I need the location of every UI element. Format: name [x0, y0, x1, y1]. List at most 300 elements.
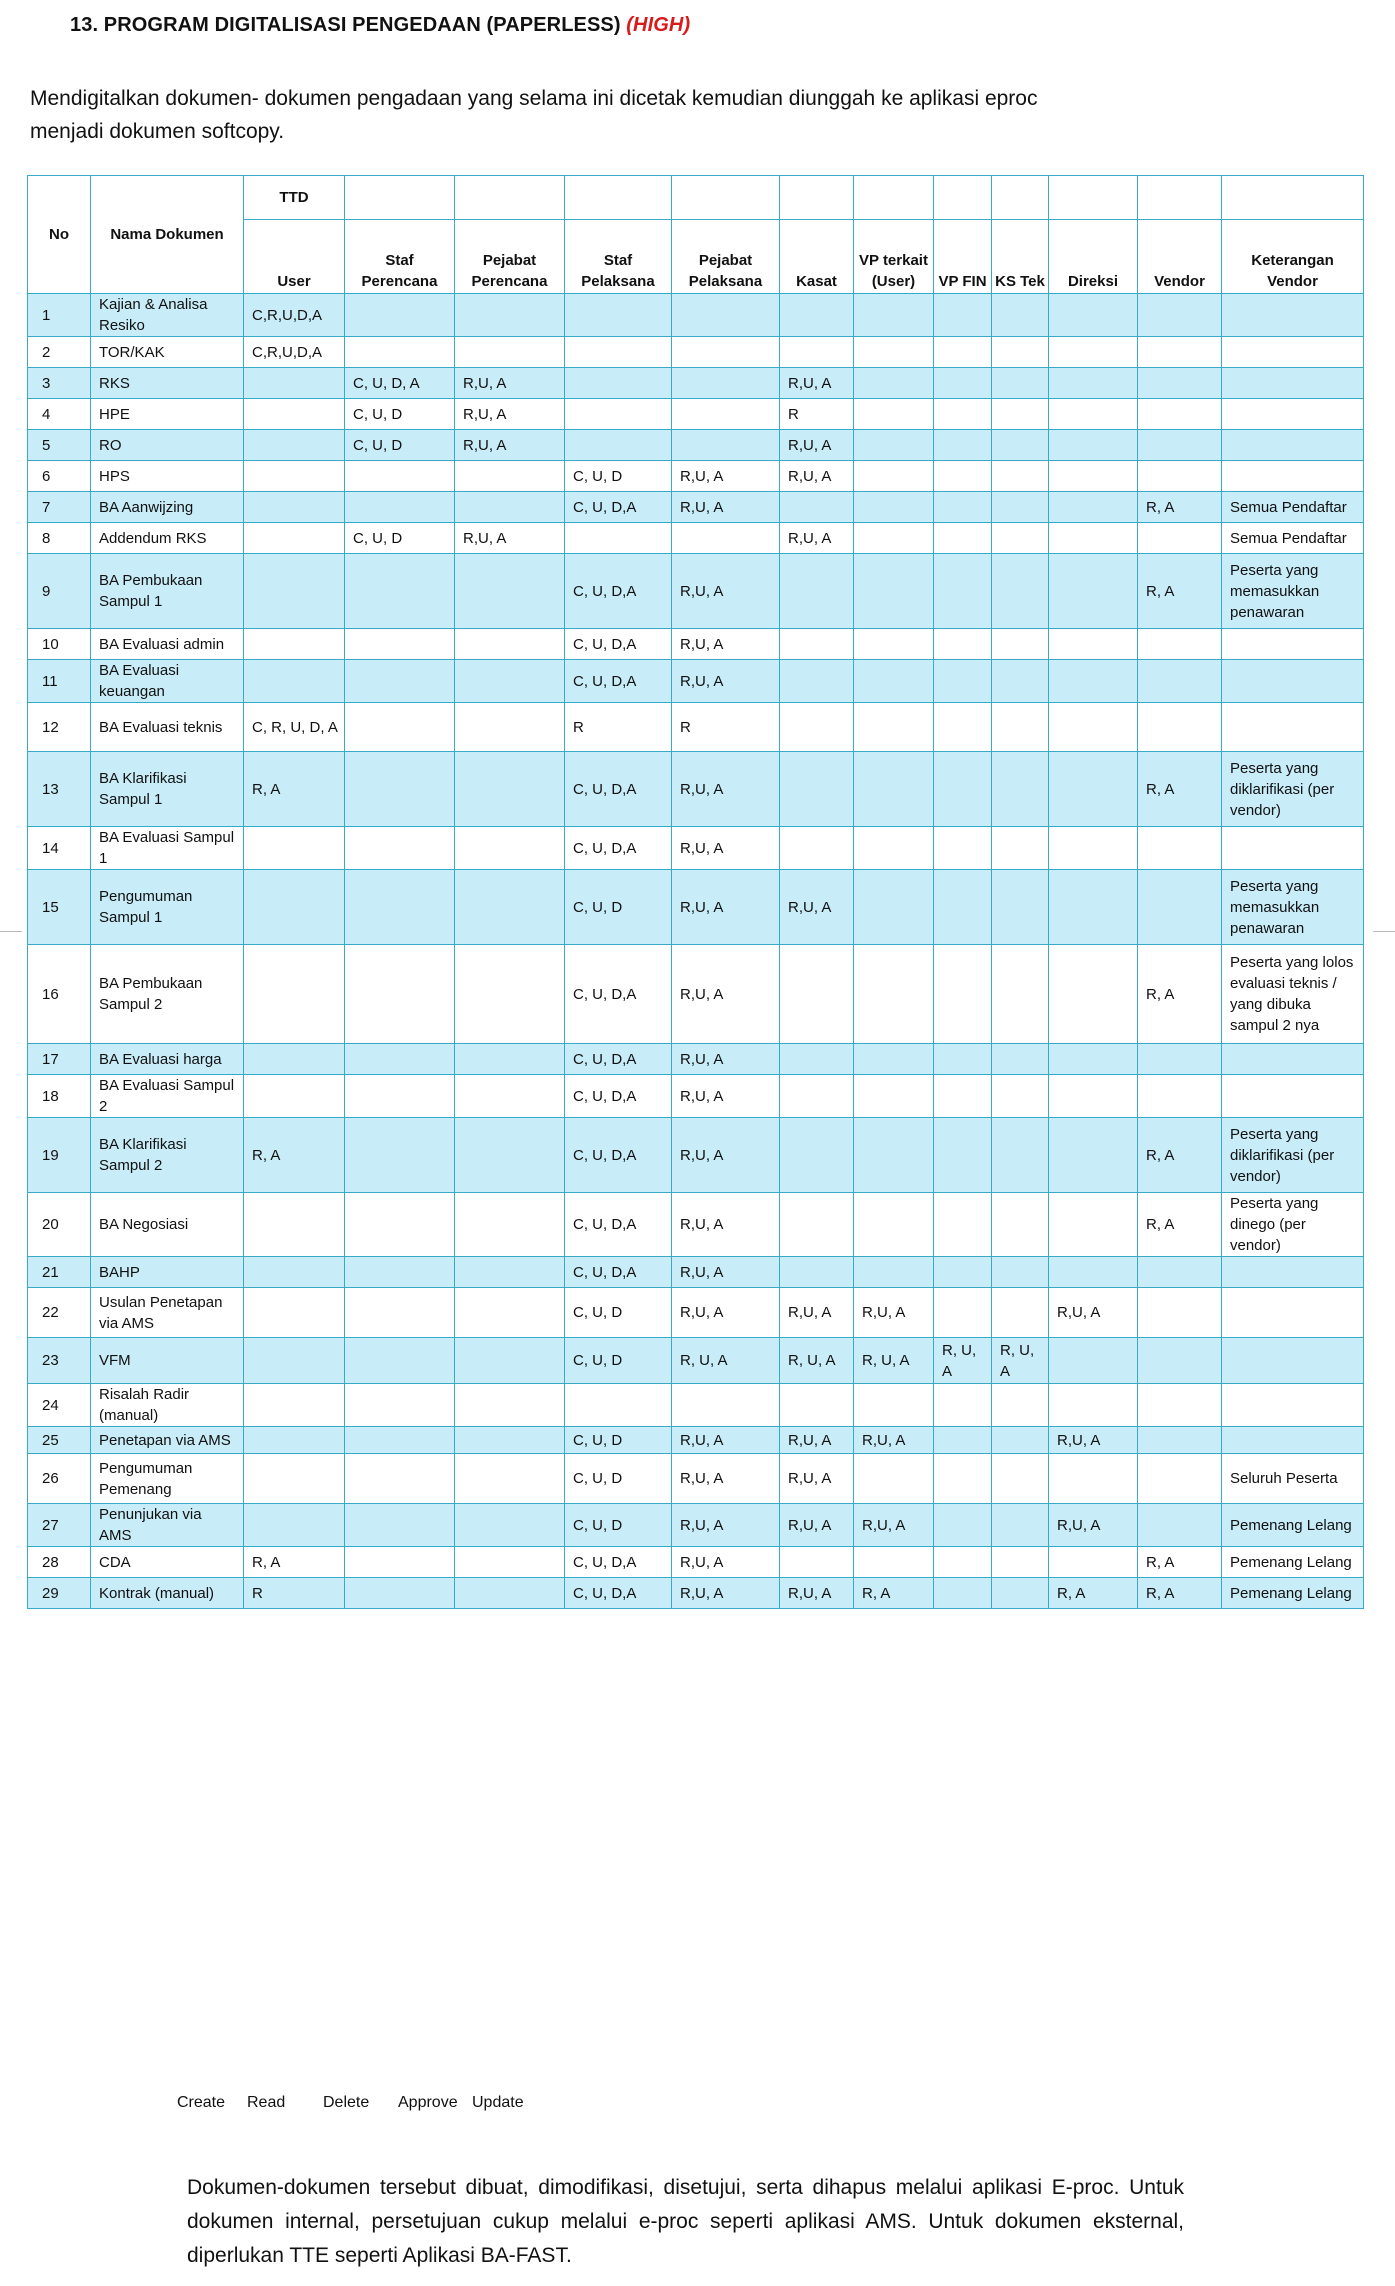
vendor-note	[1222, 1338, 1364, 1384]
permission-cell	[934, 870, 992, 945]
row-number: 6	[28, 461, 91, 492]
permission-cell	[854, 1044, 934, 1075]
permission-cell: C, U, D,A	[565, 752, 672, 827]
permission-cell: R,U, A	[672, 461, 780, 492]
permission-cell	[455, 1547, 565, 1578]
permission-cell: R,U, A	[455, 368, 565, 399]
vendor-note: Peserta yang dinego (per vendor)	[1222, 1193, 1364, 1257]
permission-cell: R,U, A	[672, 1075, 780, 1118]
permission-cell: C, U, D,A	[565, 1118, 672, 1193]
permission-cell	[1049, 629, 1138, 660]
permission-cell	[934, 1193, 992, 1257]
permission-cell	[565, 337, 672, 368]
permission-cell: R, A	[1138, 1193, 1222, 1257]
permission-cell	[672, 399, 780, 430]
permission-cell	[992, 399, 1049, 430]
row-number: 16	[28, 945, 91, 1044]
permission-cell	[992, 1578, 1049, 1609]
permission-cell: C, U, D	[565, 1454, 672, 1504]
permission-cell	[244, 870, 345, 945]
permission-cell: C, U, D	[565, 1338, 672, 1384]
row-number: 24	[28, 1384, 91, 1427]
permission-cell	[345, 554, 455, 629]
permission-cell: C, U, D	[565, 870, 672, 945]
permission-cell	[672, 294, 780, 337]
vendor-note: Semua Pendaftar	[1222, 492, 1364, 523]
permission-cell	[992, 1044, 1049, 1075]
permission-cell	[1138, 1288, 1222, 1338]
col-header-vendor: Vendor	[1138, 220, 1222, 294]
permission-cell: R, A	[1138, 1118, 1222, 1193]
permission-cell	[1049, 430, 1138, 461]
permission-cell	[934, 752, 992, 827]
permission-cell: C, U, D,A	[565, 629, 672, 660]
permission-cell	[244, 554, 345, 629]
permission-cell	[780, 827, 854, 870]
col-header-keterangan-vendor: Keterangan Vendor	[1222, 220, 1364, 294]
table-row	[28, 870, 1364, 945]
table-row	[28, 337, 1364, 368]
permission-cell: C, U, D	[345, 399, 455, 430]
permission-cell	[1049, 1454, 1138, 1504]
document-name: RO	[91, 430, 244, 461]
document-name: Penunjukan via AMS	[91, 1504, 244, 1547]
permission-cell: R, U, A	[780, 1338, 854, 1384]
permission-cell: C, U, D	[565, 1427, 672, 1454]
table-row	[28, 492, 1364, 523]
row-number: 15	[28, 870, 91, 945]
permission-cell	[854, 1454, 934, 1504]
permission-cell	[992, 523, 1049, 554]
table-row	[28, 827, 1364, 870]
permission-cell: R,U, A	[672, 1193, 780, 1257]
vendor-note: Peserta yang diklarifikasi (per vendor)	[1222, 752, 1364, 827]
col-header-ks-tek: KS Tek	[992, 220, 1049, 294]
permission-cell: R	[672, 703, 780, 752]
permission-cell	[455, 1193, 565, 1257]
permission-cell	[854, 1118, 934, 1193]
permission-cell	[672, 523, 780, 554]
col-header-staf-pelaksana: Staf Pelaksana	[565, 220, 672, 294]
permission-cell	[455, 660, 565, 703]
permission-cell	[992, 1075, 1049, 1118]
permission-cell: R, U, A	[854, 1338, 934, 1384]
document-name: HPS	[91, 461, 244, 492]
row-number: 11	[28, 660, 91, 703]
document-authorization-table	[27, 175, 1364, 1609]
vendor-note	[1222, 430, 1364, 461]
permission-cell: R,U, A	[672, 492, 780, 523]
permission-cell	[455, 1257, 565, 1288]
row-number: 13	[28, 752, 91, 827]
permission-cell	[780, 703, 854, 752]
permission-cell: R, A	[1138, 492, 1222, 523]
table-row	[28, 1193, 1364, 1257]
document-name: Kontrak (manual)	[91, 1578, 244, 1609]
permission-cell: R,U, A	[672, 870, 780, 945]
permission-cell: C, U, D,A	[565, 827, 672, 870]
permission-cell	[992, 1288, 1049, 1338]
permission-cell	[565, 523, 672, 554]
permission-cell	[345, 492, 455, 523]
permission-cell: R, A	[244, 1118, 345, 1193]
document-name: BA Evaluasi admin	[91, 629, 244, 660]
row-number: 2	[28, 337, 91, 368]
permission-cell	[244, 1504, 345, 1547]
permission-cell	[780, 1044, 854, 1075]
table-row	[28, 399, 1364, 430]
permission-cell: R, A	[1049, 1578, 1138, 1609]
vendor-note	[1222, 1384, 1364, 1427]
permission-cell	[854, 1257, 934, 1288]
permission-cell	[1138, 1044, 1222, 1075]
permission-cell	[992, 430, 1049, 461]
permission-cell	[345, 337, 455, 368]
document-name: BA Pembukaan Sampul 1	[91, 554, 244, 629]
col-header-direksi: Direksi	[1049, 220, 1138, 294]
permission-cell	[244, 1075, 345, 1118]
permission-cell	[345, 703, 455, 752]
permission-cell: R, A	[1138, 945, 1222, 1044]
permission-cell	[992, 554, 1049, 629]
permission-cell	[934, 660, 992, 703]
permission-cell	[565, 430, 672, 461]
document-name: Pengumuman Pemenang	[91, 1454, 244, 1504]
permission-cell	[854, 870, 934, 945]
permission-cell	[345, 1338, 455, 1384]
header-row-group	[28, 176, 1364, 220]
vendor-note	[1222, 1075, 1364, 1118]
permission-cell: R,U, A	[780, 1454, 854, 1504]
permission-cell	[1049, 337, 1138, 368]
permission-cell	[244, 629, 345, 660]
permission-cell: R,U, A	[672, 554, 780, 629]
permission-cell	[992, 945, 1049, 1044]
permission-cell	[934, 461, 992, 492]
permission-cell	[455, 294, 565, 337]
permission-cell	[934, 1427, 992, 1454]
vendor-note: Peserta yang memasukkan penawaran	[1222, 554, 1364, 629]
permission-cell	[1049, 1338, 1138, 1384]
permission-cell	[854, 461, 934, 492]
permission-cell	[854, 337, 934, 368]
section-number: 13.	[70, 14, 99, 36]
document-name: BA Aanwijzing	[91, 492, 244, 523]
permission-cell	[854, 492, 934, 523]
permission-cell	[1138, 629, 1222, 660]
permission-cell: R, A	[1138, 1547, 1222, 1578]
row-number: 23	[28, 1338, 91, 1384]
permission-cell	[854, 629, 934, 660]
permission-cell: C, R, U, D, A	[244, 703, 345, 752]
table-row	[28, 294, 1364, 337]
col-header-pejabat-pelaksana: Pejabat Pelaksana	[672, 220, 780, 294]
permission-cell	[934, 1578, 992, 1609]
permission-cell	[780, 1193, 854, 1257]
permission-cell	[455, 1075, 565, 1118]
vendor-note	[1222, 399, 1364, 430]
permission-cell	[455, 554, 565, 629]
document-name: BAHP	[91, 1257, 244, 1288]
permission-cell	[345, 1257, 455, 1288]
vendor-note	[1222, 1427, 1364, 1454]
permission-cell	[934, 399, 992, 430]
vendor-note: Pemenang Lelang	[1222, 1578, 1364, 1609]
vendor-note: Seluruh Peserta	[1222, 1454, 1364, 1504]
permission-cell	[672, 337, 780, 368]
permission-cell	[1049, 461, 1138, 492]
permission-cell	[345, 629, 455, 660]
permission-cell	[345, 660, 455, 703]
col-header-kasat: Kasat	[780, 220, 854, 294]
permission-cell: C, U, D,A	[565, 554, 672, 629]
permission-cell	[345, 1075, 455, 1118]
permission-cell	[345, 870, 455, 945]
permission-cell: R,U, A	[672, 752, 780, 827]
permission-cell	[1049, 1384, 1138, 1427]
vendor-note	[1222, 703, 1364, 752]
permission-cell	[992, 827, 1049, 870]
vendor-note	[1222, 461, 1364, 492]
permission-cell	[780, 492, 854, 523]
document-name: BA Pembukaan Sampul 2	[91, 945, 244, 1044]
permission-cell	[455, 337, 565, 368]
permission-cell	[992, 294, 1049, 337]
permission-cell	[992, 752, 1049, 827]
permission-cell	[1138, 1454, 1222, 1504]
col-header-vp-fin: VP FIN	[934, 220, 992, 294]
row-number: 29	[28, 1578, 91, 1609]
document-name: BA Klarifikasi Sampul 2	[91, 1118, 244, 1193]
table-row	[28, 1075, 1364, 1118]
permission-cell	[854, 945, 934, 1044]
permission-cell	[1138, 703, 1222, 752]
section-heading	[70, 14, 690, 37]
permission-cell	[244, 1193, 345, 1257]
table-row	[28, 1578, 1364, 1609]
permission-cell	[934, 430, 992, 461]
permission-cell: R,U, A	[1049, 1504, 1138, 1547]
table-row	[28, 1288, 1364, 1338]
permission-cell	[780, 554, 854, 629]
permission-cell	[780, 337, 854, 368]
permission-cell: R,U, A	[854, 1288, 934, 1338]
permission-cell	[780, 1257, 854, 1288]
permission-cell	[244, 492, 345, 523]
permission-cell	[854, 523, 934, 554]
permission-cell	[1138, 660, 1222, 703]
permission-cell	[934, 1454, 992, 1504]
permission-cell	[854, 1547, 934, 1578]
permission-cell	[992, 1384, 1049, 1427]
document-name: BA Evaluasi Sampul 2	[91, 1075, 244, 1118]
permission-cell	[992, 337, 1049, 368]
table-row	[28, 1118, 1364, 1193]
permission-cell	[455, 1338, 565, 1384]
permission-cell	[992, 1257, 1049, 1288]
permission-cell: C, U, D,A	[565, 1075, 672, 1118]
permission-cell	[1138, 461, 1222, 492]
permission-cell	[345, 945, 455, 1044]
permission-cell	[1138, 827, 1222, 870]
permission-cell	[854, 1384, 934, 1427]
permission-cell: R, A	[1138, 554, 1222, 629]
permission-cell: R,U, A	[672, 1578, 780, 1609]
permission-cell	[780, 752, 854, 827]
table-row	[28, 703, 1364, 752]
permission-cell	[672, 1384, 780, 1427]
permission-cell	[455, 1427, 565, 1454]
row-number: 10	[28, 629, 91, 660]
permission-cell: R	[244, 1578, 345, 1609]
row-number: 19	[28, 1118, 91, 1193]
permission-cell	[565, 399, 672, 430]
permission-cell	[934, 492, 992, 523]
permission-cell: R,U, A	[1049, 1288, 1138, 1338]
permission-cell	[934, 1288, 992, 1338]
row-number: 20	[28, 1193, 91, 1257]
permission-cell	[455, 1504, 565, 1547]
permission-cell	[244, 945, 345, 1044]
permission-cell	[1138, 1257, 1222, 1288]
permission-cell	[345, 1044, 455, 1075]
row-number: 8	[28, 523, 91, 554]
vendor-note	[1222, 1044, 1364, 1075]
permission-cell	[1138, 399, 1222, 430]
permission-cell	[1049, 368, 1138, 399]
permission-cell	[992, 1427, 1049, 1454]
permission-cell	[934, 1118, 992, 1193]
permission-cell: R,U, A	[672, 1257, 780, 1288]
permission-cell: R,U, A	[672, 1044, 780, 1075]
permission-cell: R,U, A	[455, 430, 565, 461]
permission-cell	[934, 945, 992, 1044]
permission-cell	[345, 1427, 455, 1454]
permission-cell: R,U, A	[672, 660, 780, 703]
permission-cell: R, U, A	[934, 1338, 992, 1384]
permission-cell: C, U, D	[565, 1288, 672, 1338]
permission-cell	[1138, 368, 1222, 399]
permission-cell	[780, 1118, 854, 1193]
permission-cell	[244, 1427, 345, 1454]
permission-cell: C, U, D,A	[565, 1044, 672, 1075]
permission-cell	[565, 368, 672, 399]
row-number: 5	[28, 430, 91, 461]
vendor-note	[1222, 827, 1364, 870]
permission-cell: C, U, D	[565, 1504, 672, 1547]
page-margin-mark-left	[0, 931, 22, 932]
permission-cell	[992, 1118, 1049, 1193]
permission-cell	[345, 1547, 455, 1578]
permission-cell: R,U, A	[672, 629, 780, 660]
permission-cell	[455, 1118, 565, 1193]
permission-cell	[934, 827, 992, 870]
vendor-note	[1222, 337, 1364, 368]
permission-cell: R, U, A	[992, 1338, 1049, 1384]
permission-cell	[854, 430, 934, 461]
legend-item: Read	[247, 2094, 286, 2111]
permission-cell	[1049, 945, 1138, 1044]
permission-cell	[992, 629, 1049, 660]
permission-cell	[934, 554, 992, 629]
permission-cell: C,R,U,D,A	[244, 294, 345, 337]
permission-cell	[992, 870, 1049, 945]
permission-cell	[244, 368, 345, 399]
permission-cell: R,U, A	[672, 1118, 780, 1193]
permission-cell	[854, 554, 934, 629]
permission-cell: R, A	[854, 1578, 934, 1609]
permission-cell	[455, 1578, 565, 1609]
permission-cell	[1049, 1257, 1138, 1288]
permission-cell	[992, 1454, 1049, 1504]
col-header-nama-dokumen: Nama Dokumen	[91, 176, 244, 294]
table-row	[28, 1257, 1364, 1288]
permission-cell	[992, 1193, 1049, 1257]
permission-cell	[244, 1384, 345, 1427]
document-name: BA Klarifikasi Sampul 1	[91, 752, 244, 827]
document-name: HPE	[91, 399, 244, 430]
table-row	[28, 554, 1364, 629]
permission-cell	[455, 945, 565, 1044]
vendor-note	[1222, 294, 1364, 337]
permission-cell	[934, 629, 992, 660]
permission-cell	[780, 629, 854, 660]
permission-cell: R,U, A	[780, 430, 854, 461]
row-number: 27	[28, 1504, 91, 1547]
vendor-note: Peserta yang diklarifikasi (per vendor)	[1222, 1118, 1364, 1193]
permission-cell: R,U, A	[672, 827, 780, 870]
permission-cell	[244, 399, 345, 430]
document-name: BA Negosiasi	[91, 1193, 244, 1257]
permission-cell	[455, 703, 565, 752]
permission-cell	[1049, 1547, 1138, 1578]
permission-cell	[1049, 660, 1138, 703]
permission-cell: R,U, A	[780, 523, 854, 554]
permission-cell	[1049, 492, 1138, 523]
permission-cell: R, A	[1138, 1578, 1222, 1609]
vendor-note	[1222, 368, 1364, 399]
legend-item: Update	[472, 2094, 524, 2111]
vendor-note	[1222, 660, 1364, 703]
permission-cell	[780, 660, 854, 703]
permission-cell	[992, 1504, 1049, 1547]
row-number: 14	[28, 827, 91, 870]
permission-cell: R,U, A	[672, 1288, 780, 1338]
table-row	[28, 1547, 1364, 1578]
permission-cell	[244, 1044, 345, 1075]
permission-cell	[455, 629, 565, 660]
document-name: BA Evaluasi harga	[91, 1044, 244, 1075]
permission-cell	[992, 461, 1049, 492]
permission-cell: R,U, A	[780, 870, 854, 945]
row-number: 26	[28, 1454, 91, 1504]
permission-cell	[244, 1338, 345, 1384]
table-row	[28, 523, 1364, 554]
col-header-staf-perencana: Staf Perencana	[345, 220, 455, 294]
col-header-ttd: TTD	[244, 176, 345, 220]
permission-cell	[455, 1044, 565, 1075]
permission-cell: R	[780, 399, 854, 430]
permission-cell	[780, 1384, 854, 1427]
permission-cell	[854, 294, 934, 337]
permission-cell	[934, 1547, 992, 1578]
permission-cell	[934, 1075, 992, 1118]
permission-cell	[1049, 399, 1138, 430]
permission-cell	[992, 368, 1049, 399]
permission-cell	[1049, 1044, 1138, 1075]
permission-cell	[854, 368, 934, 399]
row-number: 4	[28, 399, 91, 430]
